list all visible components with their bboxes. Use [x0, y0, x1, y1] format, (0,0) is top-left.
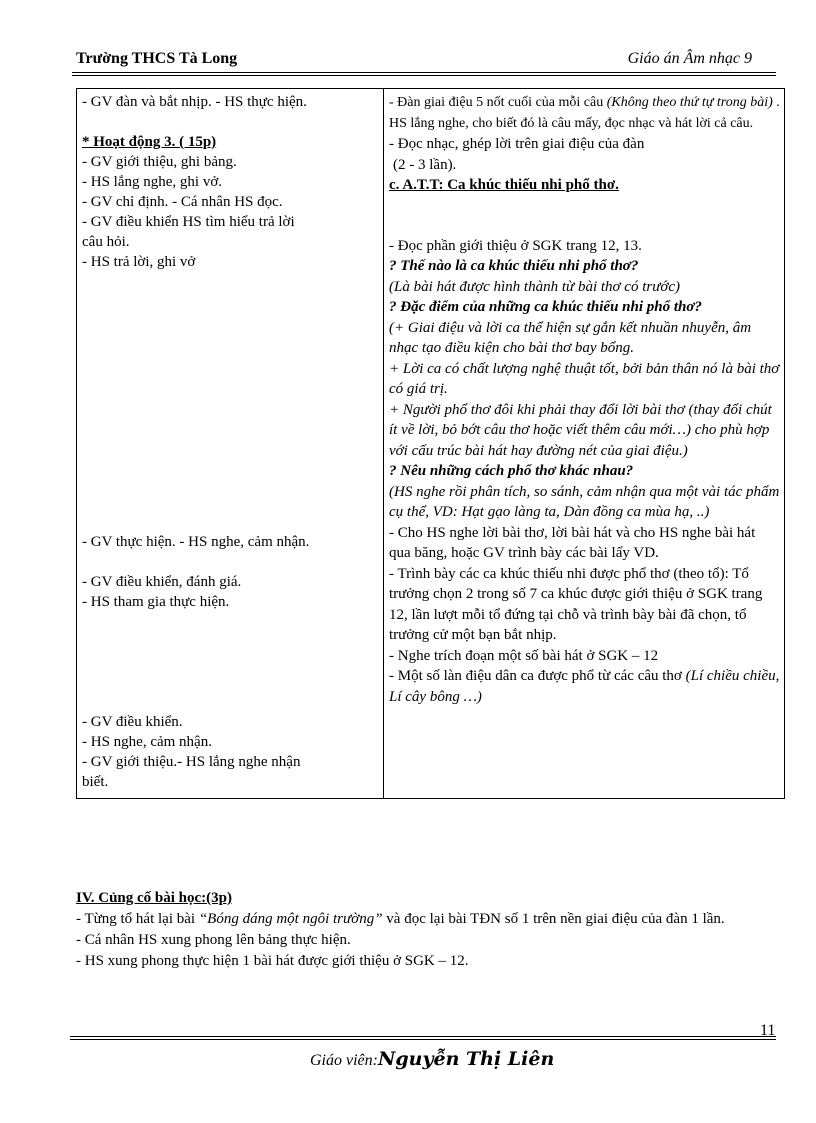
header-rule: [72, 72, 776, 73]
right-paragraph: - Đọc nhạc, ghép lời trên giai điệu của đàn: [389, 136, 645, 152]
answer: + Lời ca có chất lượng nghệ thuật tốt, bởi bản thân nó là bài thơ có giá trị.: [389, 360, 780, 397]
footer-rule-thin: [70, 1039, 776, 1040]
teacher-signature: [310, 1048, 554, 1070]
left-line: - GV giới thiệu.- HS lắng nghe nhận: [82, 754, 301, 770]
school-name: Trường THCS Tà Long: [76, 50, 238, 67]
answer: + Người phổ thơ đôi khi phải thay đổi lời bài thơ (thay đổi chút ít về lời, bỏ bớt câu thơ hoặc viết thêm câu mới…) cho phù hợp với cấu trúc bài hát hay đường nét của giai điệu.): [389, 401, 772, 459]
lesson-table: [76, 88, 785, 799]
left-line: - GV thực hiện. - HS nghe, cảm nhận.: [82, 534, 310, 550]
teacher-name: Nguyễn Thị Liên: [377, 1048, 555, 1070]
left-line: - GV chỉ định. - Cá nhân HS đọc.: [82, 194, 283, 210]
answer: (+ Giai điệu và lời ca thể hiện sự gắn kết nhuần nhuyễn, âm nhạc tạo điều kiện cho bài thơ bay bổng.: [389, 319, 752, 356]
summary-section: [76, 888, 788, 972]
answer: (HS nghe rồi phân tích, so sánh, cảm nhận qua một vài tác phẩm cụ thể, VD: Hạt gạo làng ta, Dàn đồng ca mùa hạ, ..): [389, 483, 780, 520]
left-line: - HS tham gia thực hiện.: [82, 594, 230, 610]
page-number: 11: [760, 1022, 776, 1039]
summary-item: - Từng tổ hát lại bài “Bóng dáng một ngôi trường” và đọc lại bài TĐN số 1 trên nền giai điệu của đàn 1 lần.: [76, 911, 725, 927]
right-paragraph: - Đọc phần giới thiệu ở SGK trang 12, 13.: [389, 237, 642, 254]
left-line: - GV điều khiển, đánh giá.: [82, 574, 242, 590]
question: ? Thế nào là ca khúc thiếu nhi phổ thơ?: [389, 258, 639, 274]
right-paragraph: - Cho HS nghe lời bài thơ, lời bài hát và cho HS nghe bài hát qua băng, hoặc GV trình bày các bài lấy VD.: [389, 524, 756, 561]
header-rule-thin: [72, 75, 776, 76]
summary-item: - HS xung phong thực hiện 1 bài hát được giới thiệu ở SGK – 12.: [76, 953, 469, 969]
right-paragraph: - Nghe trích đoạn một số bài hát ở SGK – 12: [389, 647, 659, 664]
summary-heading: IV. Củng cố bài học:(3p): [76, 890, 232, 906]
question: ? Đặc điểm của những ca khúc thiếu nhi phổ thơ?: [389, 299, 702, 315]
question: ? Nêu những cách phổ thơ khác nhau?: [389, 463, 634, 479]
lesson-content: [384, 89, 785, 799]
left-line: câu hỏi.: [82, 234, 130, 250]
activity-3-heading: * Hoạt động 3. ( 15p): [82, 134, 217, 150]
right-paragraph: - Trình bày các ca khúc thiếu nhi được phổ thơ (theo tổ): Tổ trưởng chọn 2 trong số 7 ca khúc được giới thiệu ở SGK trang 12, lần lượt mỗi tổ đứng tại chỗ và trình bày bài đã chọn, tổ trưởng cử một bạn bắt nhịp.: [389, 565, 763, 643]
teacher-label: Giáo viên:: [310, 1052, 378, 1069]
table-row: [77, 89, 785, 799]
right-paragraph: - Đàn giai điệu 5 nốt cuối của mỗi câu (Không theo thứ tự trong bài) . HS lắng nghe, cho biết đó là câu mấy, đọc nhạc và hát lời cả câu.: [389, 95, 780, 131]
left-line: - HS trả lời, ghi vở: [82, 254, 196, 270]
left-line: - GV điều khiển.: [82, 714, 183, 730]
footer-rule: [70, 1036, 776, 1037]
left-line: - HS lắng nghe, ghi vở.: [82, 174, 223, 190]
teacher-student-activities: [77, 89, 384, 799]
left-line: - HS nghe, cảm nhận.: [82, 734, 212, 750]
left-line: - GV đàn và bắt nhịp. - HS thực hiện.: [82, 94, 307, 110]
right-paragraph: (2 - 3 lần).: [393, 156, 457, 173]
left-line: - GV điều khiển HS tìm hiểu trả lời: [82, 214, 295, 230]
subject-title: Giáo án Âm nhạc 9: [627, 50, 752, 67]
left-line: - GV giới thiệu, ghi bảng.: [82, 154, 237, 170]
left-line: biết.: [82, 774, 109, 790]
summary-item: - Cá nhân HS xung phong lên bảng thực hiện.: [76, 932, 351, 948]
right-paragraph: - Một số làn điệu dân ca được phổ từ các câu thơ (Lí chiều chiều, Lí cây bông …): [389, 668, 780, 705]
section-heading: c. A.T.T: Ca khúc thiếu nhi phổ thơ.: [389, 177, 619, 193]
answer: (Là bài hát được hình thành từ bài thơ có trước): [389, 278, 681, 295]
